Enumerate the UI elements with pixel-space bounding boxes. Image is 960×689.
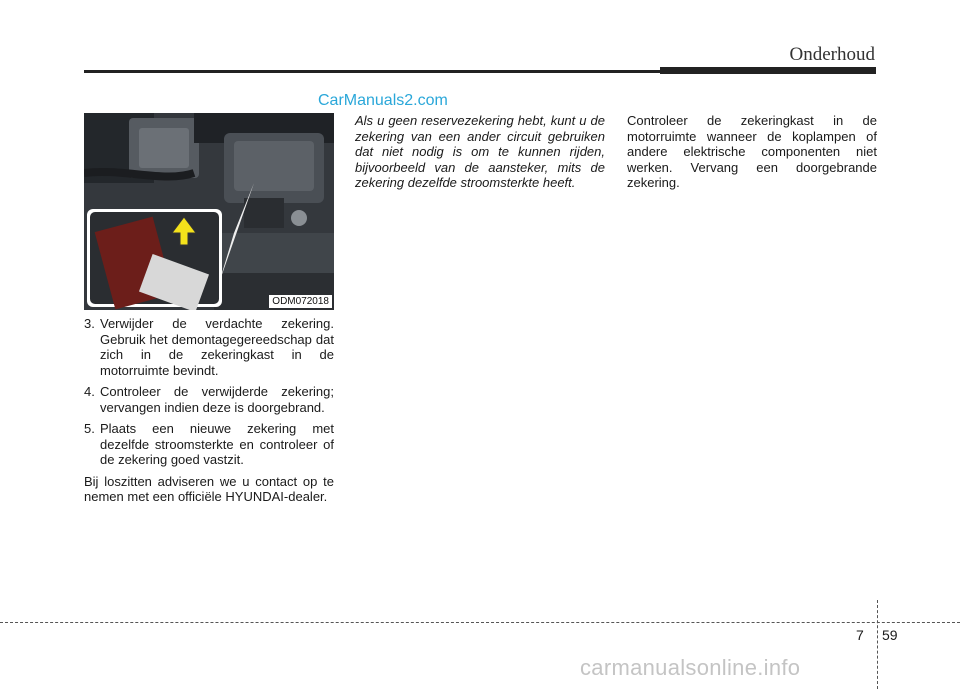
step-number: 3. bbox=[84, 316, 95, 331]
step-text: Controleer de verwijderde zekering; vervangen indien deze is doorgebrand. bbox=[100, 384, 334, 415]
page-number: 59 bbox=[882, 627, 898, 643]
engine-bay-illustration bbox=[84, 113, 334, 310]
list-item bbox=[84, 421, 334, 468]
watermark-link[interactable]: CarManuals2.com bbox=[318, 92, 448, 109]
spare-fuse-note: Als u geen reservezekering hebt, kunt u de zekering van een ander circuit gebruiken dat niet nodig is om te kunnen rijden, bijvoorbeeld van de aansteker, mits de zekering dezelfde stroomsterkte heeft. bbox=[355, 113, 605, 190]
instructions-column bbox=[84, 316, 334, 511]
engine-fuse-box-photo bbox=[84, 113, 334, 310]
footer-divider bbox=[0, 622, 960, 623]
header-rule bbox=[84, 70, 660, 73]
step-number: 5. bbox=[84, 421, 95, 436]
list-item bbox=[84, 316, 334, 378]
list-item bbox=[84, 384, 334, 415]
step-number: 4. bbox=[84, 384, 95, 399]
step-text: Verwijder de verdachte zekering. Gebruik het demontagegereedschap dat zich in de zekeringkast in de motorruimte bevindt. bbox=[100, 316, 334, 378]
fuse-box-check-text: Controleer de zekeringkast in de motorruimte wanneer de koplampen of andere elektrische componenten niet werken. Vervang een doorgebrande zekering. bbox=[627, 113, 877, 190]
image-code: ODM072018 bbox=[269, 295, 332, 308]
page-number-divider bbox=[877, 600, 878, 689]
section-title: Onderhoud bbox=[789, 44, 875, 65]
step-text: Plaats een nieuwe zekering met dezelfde stroomsterkte en controleer of de zekering goed vastzit. bbox=[100, 421, 334, 467]
dealer-note: Bij loszitten adviseren we u contact op te nemen met een officiële HYUNDAI-dealer. bbox=[84, 473, 334, 504]
site-watermark[interactable]: carmanualsonline.info bbox=[580, 655, 801, 680]
chapter-number: 7 bbox=[856, 627, 864, 643]
header-rule-accent bbox=[660, 67, 876, 74]
